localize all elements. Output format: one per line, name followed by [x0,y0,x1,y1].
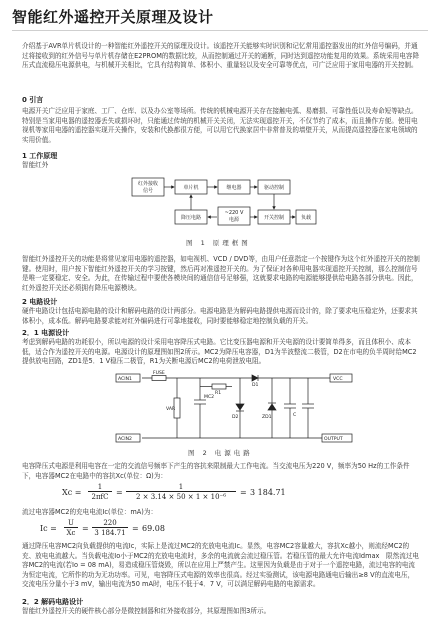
section-1-body: 智能红外遥控开关的功能是将常见家用电器的遥控器，如电视机、VCD / DVD等，由用户任意指定一个按键作为这个红外遥控开关的控制键。使用时，用户按下智能红外遥控开关的学习按键，然后再对准遥控开关的。为了保证对各种用电器实现遥控开关控制，那么控制信号是唯一定要稳定、安全。为此，在传输过程中要使各模块间的通信信号足够强，这就要求电路的电源能够提供给电路各部分供电。因此，红外遥控开关还必须拥有降压电源模块。 [22,255,420,292]
label-mc2: MC2 [204,395,215,400]
eq1-result: 3 184.71 [250,488,286,497]
section-2-2-body: 智能红外遥控开关的硬件核心部分是微控制器和红外接收部分，其原理图如图3所示。 [22,607,271,615]
eq1-lhs: Xc = [62,488,82,497]
eq2-lhs: Ic = [40,524,57,533]
eq2-frac2-den: 3 184.71 [94,529,126,537]
terminal-acin2: ACIN2 [118,437,132,442]
eq1-frac1-den: 2πfC [91,493,109,501]
page-title: 智能红外遥控开关原理及设计 [12,8,214,26]
label-load: 负载 [300,215,312,221]
section-2-heading: 2 电路设计 [22,298,58,306]
label-ac-2: 电源 [228,217,240,223]
eq2-frac2-num: 220 [92,519,128,528]
eq1-frac2-num: 1 [126,483,236,492]
label-receiver-2: 信号 [142,188,154,194]
section-0-heading: 0 引言 [22,96,44,104]
label-relay: 继电器 [226,185,242,191]
equation-2-intro: 流过电容器MC2的充电电流Ic(单位：mA)为： [22,508,158,516]
eq2-frac1-den: Xc [66,529,76,537]
label-receiver-1: 红外接收 [137,181,159,187]
figure-2-caption: 图 2 电源电路 [188,449,253,457]
fuse-symbol [152,376,166,381]
eq1-equals-1: = [116,488,123,497]
section-1-sub: 智能红外 [22,161,49,169]
label-ac-1: ~220 V [224,210,244,216]
terminal-vcc: VCC [333,377,343,382]
label-d2: D2 [232,415,239,420]
label-switch: 开关控制 [263,215,285,221]
section-2-2-heading: 2．2 解码电路设计 [22,598,84,606]
label-r1: R1 [215,391,222,396]
section-0-body: 电源开关广泛应用于家庭、工厂、仓库、以及办公室等场所。传统的机械电源开关存在接触电弧、易磨损、可靠性低以及寿命短等缺点。特别是当家用电器的遥控器丢失或损坏时，只能通过传统的机械开关关闭，无法实现遥控开关，不仅节约了成本，而且操作方便。使用电视机等家用电器的遥控器实现开关操作，安装和代换都很方便，可以用它代换家居中非常普及的墙壁开关，从而提高遥控器在家电领域的实用价值。 [22,107,418,144]
label-d1: D1 [252,383,259,388]
eq1-frac2-den: 2 × 3.14 × 50 × 1 × 10⁻⁶ [135,493,227,501]
label-fuse: FUSE [153,371,165,376]
label-zd1: ZD1 [262,415,272,420]
section-2-1-heading: 2．1 电源设计 [22,329,70,337]
eq2-equals-1: = [82,524,89,533]
label-mcu: 单片机 [183,185,199,191]
terminal-acin1: ACIN1 [118,377,132,382]
label-var: VAR [166,407,176,412]
intro-paragraph: 介绍基于AVR单片机设计的一种智能红外遥控开关的原理及设计。该遥控开关能够实时识别和记忆常用遥控器发出的红外信号编码，并通过将接收到的红外信号与单片机存储在E2PROM的数据比较，从而控制通过开关的通断，同时达到遥控功能复用的效果。系统采用电容降压式直流稳压电源供电，与机械开关相比，它具有结构简单、体积小、重量轻以及安全可靠等优点，可广泛应用于家用电器的开关控制。 [22,42,420,70]
eq1-frac1-num: 1 [88,483,112,492]
label-drive: 驱动控制 [263,185,285,191]
terminal-output: OUTPUT [324,437,343,442]
section-2-body-2: 电容降压式电源是利用电容在一定的交流信号频率下产生的容抗来限制最大工作电流。当交流电压为220 V，频率为50 Hz的工作条件下，电容器MC2在电路中的容抗Xc(单位：Ω)为： [22,462,410,480]
eq2-result: 69.08 [142,524,165,533]
label-c: C [293,413,297,418]
section-2-body: 硬件电路设计包括电源电路的设计和解码电路的设计两部分。电源电路是为解码电路提供电源而设计的，除了要求电压稳定外，还要求其体积小，成本低。解码电路要求能对红外编码进行可靠地接收，同时要能够稳定地控制负载的开关。 [22,307,418,325]
section-2-body-3: 通过降压电容MC2向负载提供的电流Ic，实际上是流过MC2的充放电电流Ic。显然，电容MC2容量越大，容抗Xc越小，则流经MC2的充、放电电流越大。当负载电流Io小于MC2的充放电电流时，多余的电流就会流过稳压管。若稳压管的最大允许电流Idmax 限然流过电容MC2的电流(若Io = 08 mA)，易造成稳压管烧毁，所以在应用上严禁产生。这里因为负载是由于对于一个遥控电路，流过电容的电流为恒定电流，它所作的功为无功功率。可见，电容降压式电源的效率也很高。经过实验测试，该电源电路通电后输出≥8 V的直流电压，交流电压分量小于3 mV，输出电流为50 mA时，电压不低于4．7 V，可以满足解码电路的电源需求。 [22,542,420,589]
title-divider [12,30,428,31]
eq2-frac1-num: U [64,519,78,528]
figure-1-caption: 图 1 原理框图 [186,239,251,247]
figure-1-block-diagram [130,170,320,236]
label-buck: 降压电路 [180,215,202,221]
eq1-equals-2: = [240,488,247,497]
eq2-equals-2: = [132,524,139,533]
section-2-1-body: 考虑到解码电路的功耗很小，所以电源的设计采用电容降压式电路。它比变压器电源和开关电源的设计要简单得多，而且体积小、成本低，适合作为遥控开关的电源。电源设计的原理图如图2所示。MC2为降压电容器，D1为半波整流二极管，D2在市电的负半周时给MC2提供放电回路，ZD1是5．1 V稳压二极管，R1为关断电源后MC2的电荷泄放电阻。 [22,338,417,366]
figure-2-power-circuit [112,370,358,446]
section-1-heading: 1 工作原理 [22,152,58,160]
